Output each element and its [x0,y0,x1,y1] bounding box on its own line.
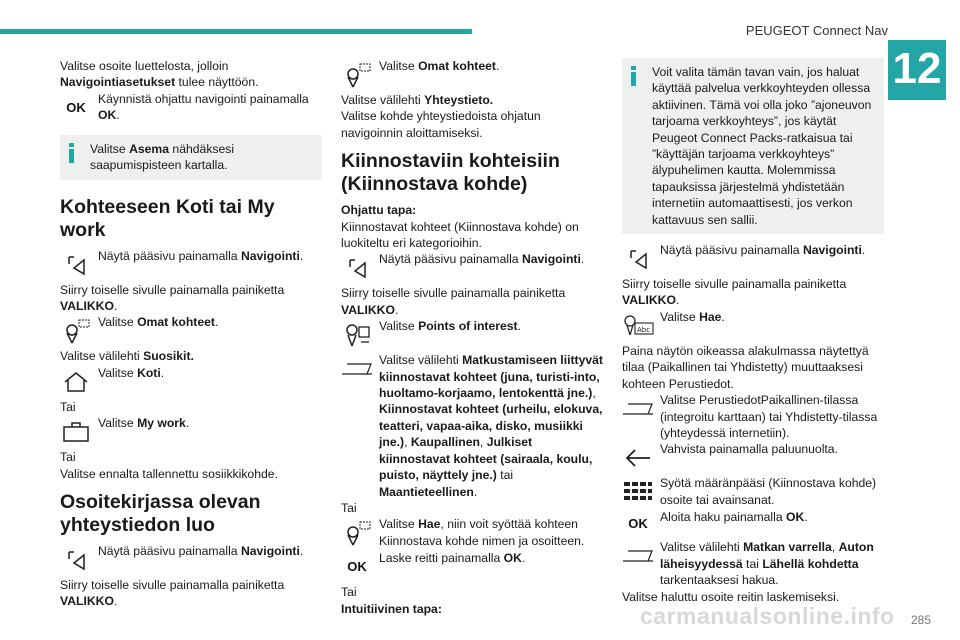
paragraph: Ohjattu tapa: [341,203,417,218]
briefcase-icon [60,417,92,447]
step-points-of-interest: Valitse Points of interest. [341,318,603,352]
page-number: 285 [910,613,931,627]
paragraph: Siirry toiselle sivulle painamalla painiketta VALIKKO. [341,286,566,317]
destination-pin-icon [60,316,92,346]
info-note: Voit valita tämän tavan vain, jos haluat käyttää palvelua verkkoyhteyden ollessa aktiivinen. Tämä voi olla joko ”ajoneuvon tarjoama verkkoyhteys”, jos käytät Peugeot Connect Packs-ratkaisua tai ”käyttäjän tarjoama verkkoyhteys” älypuhelimen kautta. Molemmissa tapauksissa järjestelmä yhdistetään internetiin automaattisesti, jos verkon kattavuus sen sallii. [622,58,884,234]
paragraph: Valitse välilehti Yhteystieto. [341,93,494,107]
tab-icon [622,541,654,571]
step-my-work: Valitse My work. [60,415,322,449]
step-home: Valitse Koti. [60,365,322,399]
step-navigation: Näytä pääsivu painamalla Navigointi. [60,543,322,577]
paragraph: Valitse ennalta tallennettu sosiikkikohde. [60,466,278,481]
ok-icon: OK [66,99,86,115]
section-heading: Kiinnostaviin kohteisiin (Kiinnostava kohde) [341,150,560,196]
step-ok: OK Laske reitti painamalla OK. [341,550,603,584]
step-back: Vahvista painamalla paluunuolta. [622,441,884,475]
header-title: PEUGEOT Connect Nav [745,23,888,38]
section-heading: Kohteeseen Koti tai My work [60,195,275,241]
tab-icon [622,394,654,424]
step-refine: Valitse välilehti Matkan varrella, Auton läheisyydessä tai Lähellä kohdetta tarkentaaksesi hakua. [622,539,884,588]
paragraph: Siirry toiselle sivulle painamalla painiketta VALIKKO. [622,277,847,308]
column-3 [622,58,884,605]
paragraph: Siirry toiselle sivulle painamalla painiketta VALIKKO. [60,578,285,609]
navigation-icon [341,253,373,283]
step-mode: Valitse PerustiedotPaikallinen-tilassa (integroitu karttaan) tai Yhdistetty-tilassa (yhteydessä internetiin). [622,392,884,441]
home-icon [60,367,92,397]
info-note: Valitse Asema nähdäksesi saapumispisteen kartalla. [60,135,322,180]
column-2 [341,58,603,617]
step-search: Abc Valitse Hae. [622,309,884,343]
navigation-icon [622,244,654,274]
step-my-destinations: Valitse Omat kohteet. [60,314,322,348]
paragraph: Valitse kohde yhteystiedoista ohjatun navigoinnin aloittamiseksi. [341,109,541,140]
paragraph: Tai [341,500,357,515]
paragraph: Valitse haluttu osoite reitin laskemiseksi. [622,589,840,604]
ok-icon: OK [628,516,648,532]
step-categories: Valitse välilehti Matkustamiseen liittyvät kiinnostavat kohteet (juna, turisti-into, huoltamo-korjaamo, lentokenttä jne.), Kiinnostavat kohteet (urheilu, elokuva, teatteri, vapaa-aika, disko, musiikki jne.), Kaupallinen, Julkiset kiinnostavat kohteet (sairaala, koulu, puisto, näyttely jne.) tai Maantieteellinen. [341,352,603,500]
chapter-number: 12 [892,44,942,93]
step-ok: OK Aloita haku painamalla OK. [622,509,884,539]
paragraph: Intuitiivinen tapa: [341,601,442,616]
chapter-tab [888,40,946,100]
paragraph: Tai [60,399,76,414]
paragraph: Paina näytön oikeassa alakulmassa näytettyä tilaa (Paikallinen tai Yhdistetty) muuttaaksesi kohteen Perustiedot. [622,343,869,391]
info-icon [69,143,74,163]
step-navigation: Näytä pääsivu painamalla Navigointi. [341,251,603,285]
step-navigation: Näytä pääsivu painamalla Navigointi. [622,242,884,276]
back-arrow-icon [622,443,654,473]
tab-icon [341,354,373,384]
step-my-destinations: Valitse Omat kohteet. [341,58,603,92]
keyboard-icon [622,477,654,507]
column-1 [60,58,322,610]
destination-pin-icon [341,518,373,548]
step-keyboard: Syötä määränpääsi (Kiinnostava kohde) osoite tai avainsanat. [622,475,884,509]
navigation-icon [60,545,92,575]
poi-icon [341,320,373,350]
ok-icon: OK [347,559,367,575]
paragraph: Kiinnostavat kohteet (Kiinnostava kohde) on luokiteltu eri kategorioihin. [341,219,579,251]
paragraph: Valitse välilehti Suosikit. [60,349,194,364]
step-navigation: Näytä pääsivu painamalla Navigointi. [60,248,322,282]
destination-pin-icon [341,60,373,90]
info-icon [631,66,636,86]
step-search: Valitse Hae, niin voit syöttää kohteen Kiinnostava kohde nimen ja osoitteen. [341,516,603,550]
search-text-icon [622,311,654,341]
paragraph: Tai [341,585,357,600]
section-heading: Osoitekirjassa olevan yhteystiedon luo [60,491,261,537]
step-ok: OK Käynnistä ohjattu navigointi painamalla OK. [60,91,322,125]
header-accent-bar [0,29,472,34]
paragraph: Tai [60,450,76,465]
paragraph: Siirry toiselle sivulle painamalla painiketta VALIKKO. [60,282,285,314]
navigation-icon [60,250,92,280]
svg-text:Abc: Abc [637,325,651,334]
paragraph: Valitse osoite luettelosta, jolloin Navigointiasetukset tulee näyttöön. [60,59,259,90]
watermark: carmanualsonline.info [640,603,895,629]
